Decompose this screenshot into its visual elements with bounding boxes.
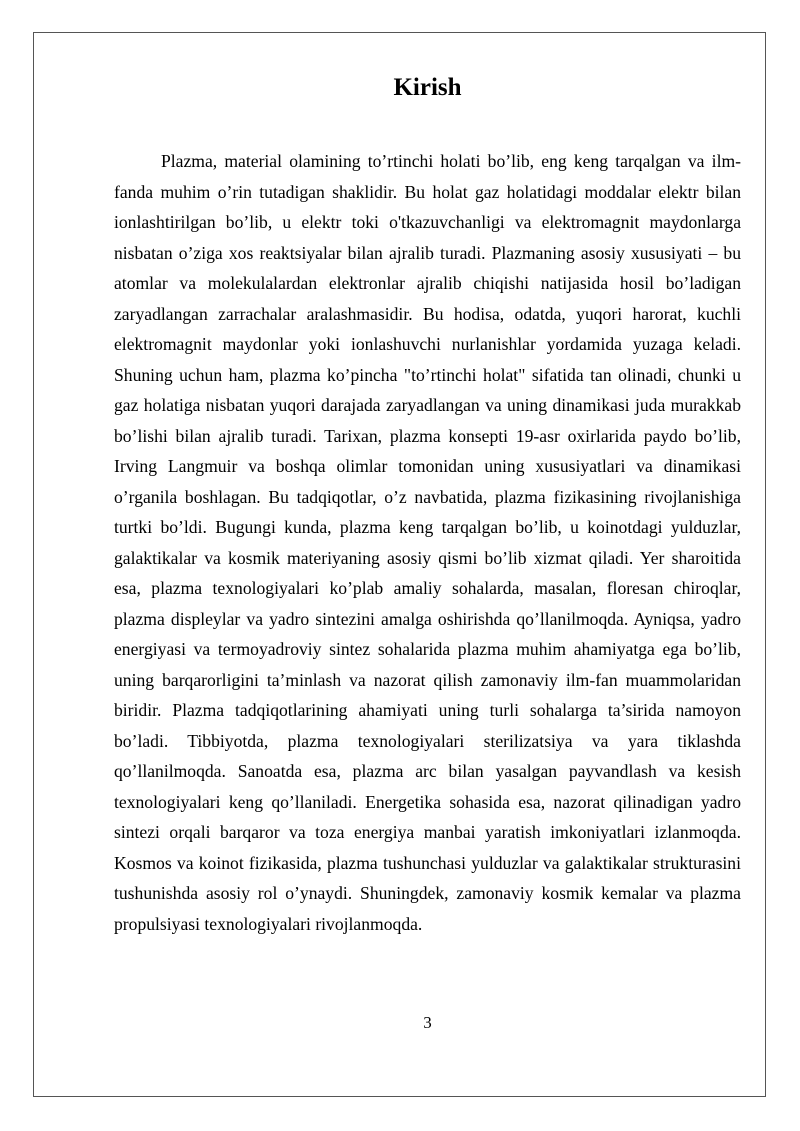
body-paragraph: Plazma, material olamining to’rtinchi holati bo’lib, eng keng tarqalgan va ilm-fanda muhim o’rin tutadigan shaklidir. Bu holat gaz holatidagi moddalar elektr bilan ionlashtirilgan bo’lib, u elektr toki o'tkazuvchanligi va elektromagnit maydonlarga nisbatan o’ziga xos reaktsiyalar bilan ajralib turadi. Plazmaning asosiy xususiyati – bu atomlar va molekulalardan elektronlar ajralib chiqishi natijasida hosil bo’ladigan zaryadlangan zarrachalar aralashmasidir. Bu hodisa, odatda, yuqori harorat, kuchli elektromagnit maydonlar yoki ionlashuvchi nurlanishlar yordamida yuzaga keladi. Shuning uchun ham, plazma ko’pincha "to’rtinchi holat" sifatida tan olinadi, chunki u gaz holatiga nisbatan yuqori darajada zaryadlangan va uning dinamikasi juda murakkab bo’lishi bilan ajralib turadi. Tarixan, plazma konsepti 19-asr oxirlarida paydo bo’lib, Irving Langmuir va boshqa olimlar tomonidan uning xususiyatlari va dinamikasi o’rganila boshlagan. Bu tadqiqotlar, o’z navbatida, plazma fizikasining rivojlanishiga turtki bo’ldi. Bugungi kunda, plazma keng tarqalgan bo’lib, u koinotdagi yulduzlar, galaktikalar va kosmik materiyaning asosiy qismi bo’lib xizmat qiladi. Yer sharoitida esa, plazma texnologiyalari ko’plab amaliy sohalarda, masalan, floresan chiroqlar, plazma displeylar va yadro sintezini amalga oshirishda qo’llanilmoqda. Ayniqsa, yadro energiyasi va termoyadroviy sintez sohalarida plazma muhim ahamiyatga ega bo’lib, uning barqarorligini ta’minlash va nazorat qilish zamonaviy ilm-fan muammolaridan biridir. Plazma tadqiqotlarining ahamiyati uning turli sohalarga ta’sirida namoyon bo’ladi. Tibbiyotda, plazma texnologiyalari sterilizatsiya va yara tiklashda qo’llanilmoqda. Sanoatda esa, plazma arc bilan yasalgan payvandlash va kesish texnologiyalari keng qo’llaniladi. Energetika sohasida esa, nazorat qilinadigan yadro sintezi orqali barqaror va toza energiya manbai yaratish imkoniyatlari izlanmoqda. Kosmos va koinot fizikasida, plazma tushunchasi yulduzlar va galaktikalar strukturasini tushunishda asosiy rol o’ynaydi. Shuningdek, zamonaviy kosmik kemalar va plazma propulsiyasi texnologiyalari rivojlanmoqda. xyxy=(114,151,741,934)
page-title: Kirish xyxy=(393,74,462,101)
page-number: 3 xyxy=(423,1013,432,1032)
